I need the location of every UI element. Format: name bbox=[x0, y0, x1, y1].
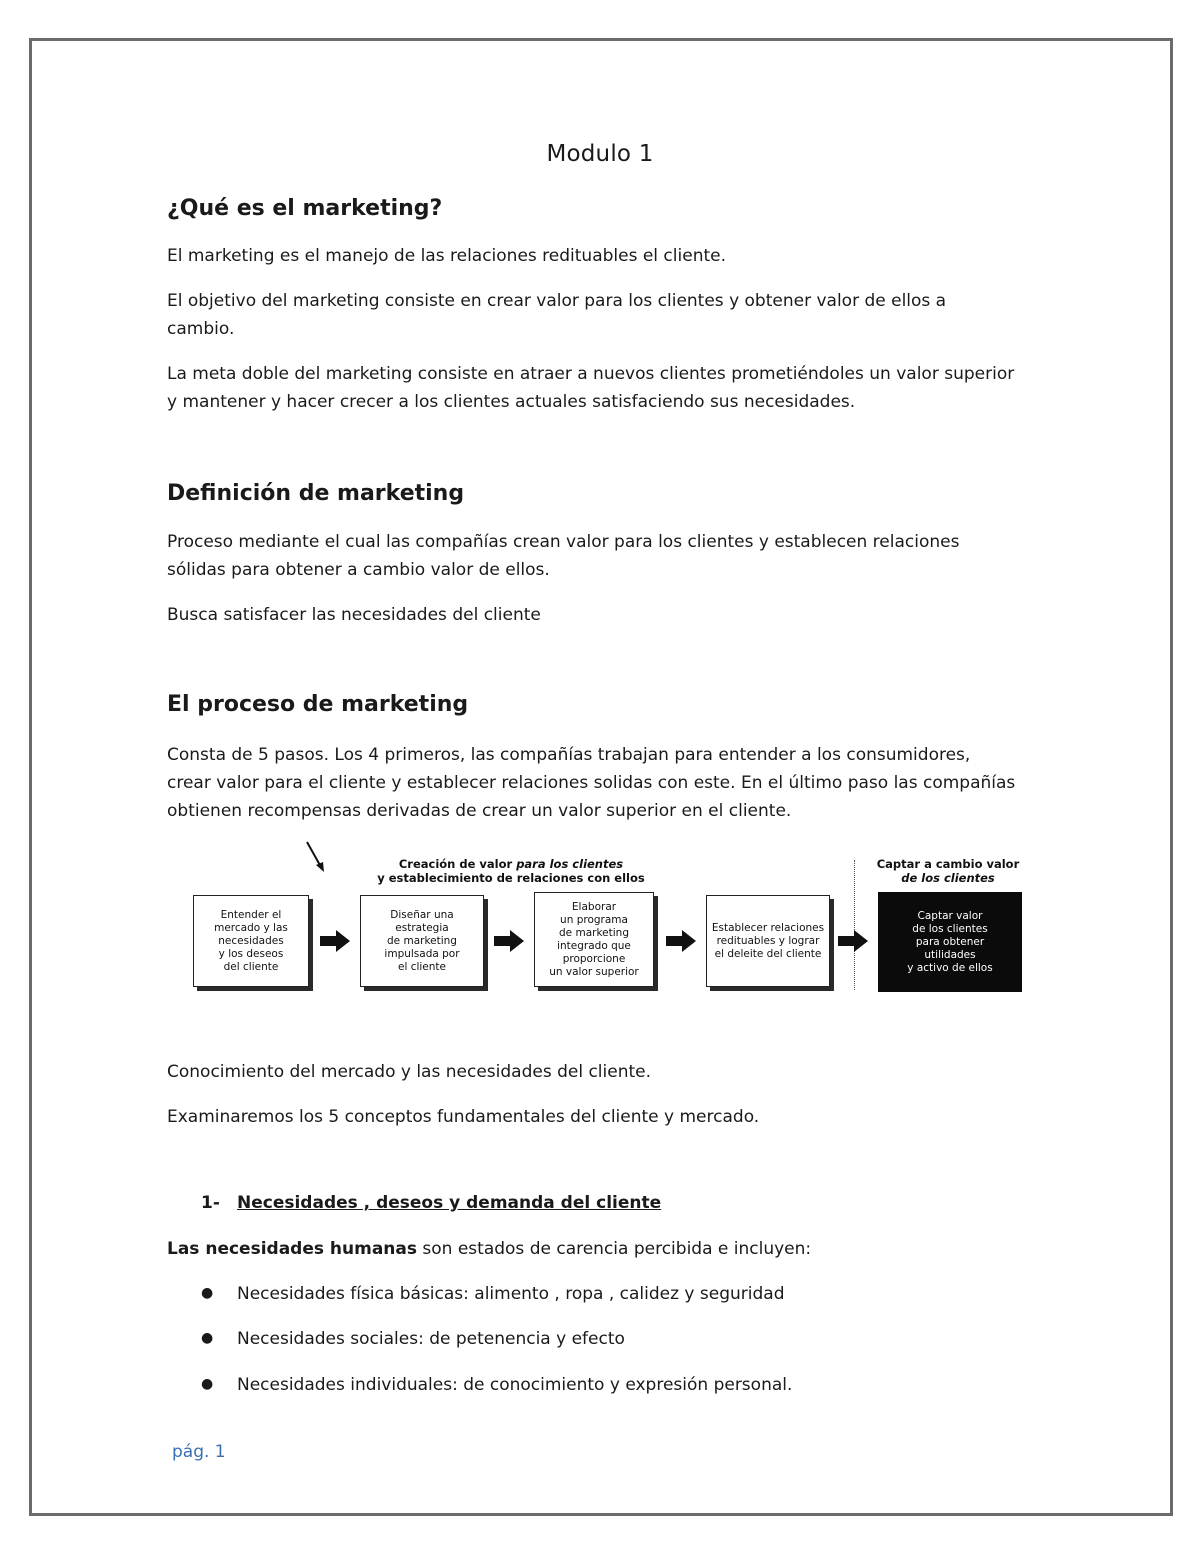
paragraph: Examinaremos los 5 conceptos fundamentales del cliente y mercado. bbox=[167, 1107, 760, 1127]
header-text: Captar a cambio valor bbox=[876, 857, 1020, 871]
diagram-header-creation bbox=[336, 857, 686, 885]
paragraph bbox=[167, 1235, 811, 1263]
process-step-3: Elaborar un programa de marketing integrado que proporcione un valor superior bbox=[534, 892, 654, 987]
list-number-text: 1- bbox=[201, 1193, 220, 1213]
page-title: Modulo 1 bbox=[546, 141, 654, 167]
process-step-2: Diseñar una estrategia de marketing impulsada por el cliente bbox=[360, 895, 484, 987]
paragraph: Conocimiento del mercado y las necesidades del cliente. bbox=[167, 1062, 652, 1082]
header-text-emphasis: para los clientes bbox=[516, 857, 624, 871]
section-heading-what-is-marketing: ¿Qué es el marketing? bbox=[167, 196, 443, 221]
paragraph: cambio. bbox=[167, 319, 235, 339]
section-heading-definition: Definición de marketing bbox=[167, 481, 465, 506]
header-text-emphasis: de los clientes bbox=[901, 871, 995, 885]
paragraph: La meta doble del marketing consiste en atraer a nuevos clientes prometiéndoles un valor superior bbox=[167, 364, 1015, 384]
list-item: Necesidades individuales: de conocimiento y expresión personal. bbox=[237, 1375, 793, 1395]
intro-rest: son estados de carencia percibida e incluyen: bbox=[417, 1239, 812, 1259]
bullet-icon: ● bbox=[201, 1285, 214, 1301]
process-step-4: Establecer relaciones redituables y lograr el deleite del cliente bbox=[706, 895, 830, 987]
subsection-heading: Necesidades , deseos y demanda del cliente bbox=[237, 1193, 662, 1213]
right-arrow-icon bbox=[666, 930, 696, 952]
paragraph: Consta de 5 pasos. Los 4 primeros, las compañías trabajan para entender a los consumidores, bbox=[167, 745, 971, 765]
paragraph: El marketing es el manejo de las relaciones redituables el cliente. bbox=[167, 246, 726, 266]
diagram-header-capture bbox=[868, 857, 1028, 885]
page-number: pág. 1 bbox=[172, 1442, 226, 1462]
header-text: y establecimiento de relaciones con ellos bbox=[377, 871, 645, 885]
bullet-icon: ● bbox=[201, 1330, 214, 1346]
list-number bbox=[201, 1189, 220, 1217]
paragraph: sólidas para obtener a cambio valor de ellos. bbox=[167, 560, 550, 580]
paragraph: crear valor para el cliente y establecer relaciones solidas con este. En el último paso las compañías bbox=[167, 773, 1016, 793]
right-arrow-icon bbox=[494, 930, 524, 952]
right-arrow-icon bbox=[838, 930, 868, 952]
list-item: Necesidades sociales: de petenencia y efecto bbox=[237, 1329, 625, 1349]
bullet-icon: ● bbox=[201, 1376, 214, 1392]
paragraph: Busca satisfacer las necesidades del cliente bbox=[167, 605, 541, 625]
list-item: Necesidades física básicas: alimento , ropa , calidez y seguridad bbox=[237, 1284, 785, 1304]
paragraph: Proceso mediante el cual las compañías crean valor para los clientes y establecen relaciones bbox=[167, 532, 960, 552]
paragraph: obtienen recompensas derivadas de crear un valor superior en el cliente. bbox=[167, 801, 792, 821]
marketing-process-diagram bbox=[186, 840, 1028, 1000]
right-arrow-icon bbox=[320, 930, 350, 952]
header-text: Creación de valor bbox=[398, 857, 517, 871]
process-step-5: Captar valor de los clientes para obtener utilidades y activo de ellos bbox=[878, 892, 1022, 992]
section-heading-process: El proceso de marketing bbox=[167, 692, 469, 717]
paragraph: y mantener y hacer crecer a los clientes actuales satisfaciendo sus necesidades. bbox=[167, 392, 856, 412]
process-step-1: Entender el mercado y las necesidades y los deseos del cliente bbox=[193, 895, 309, 987]
pointer-arrow-icon bbox=[304, 840, 328, 874]
divider bbox=[854, 860, 855, 990]
intro-bold: Las necesidades humanas bbox=[167, 1239, 417, 1259]
paragraph: El objetivo del marketing consiste en crear valor para los clientes y obtener valor de ellos a bbox=[167, 291, 947, 311]
